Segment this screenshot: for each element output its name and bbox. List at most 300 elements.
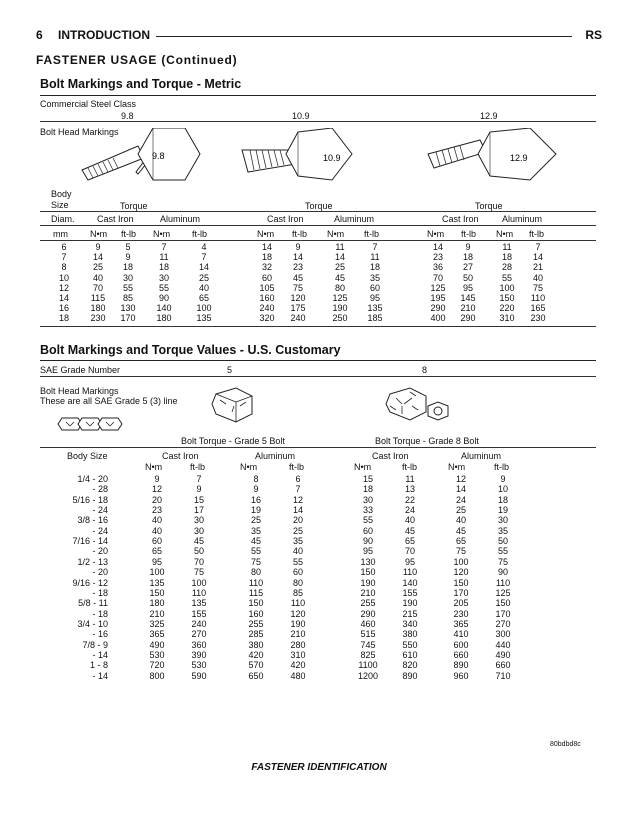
us-grade8-value-cell: 515 xyxy=(360,629,376,640)
metric-nm-6: N•m xyxy=(496,229,514,239)
us-grade5-value-cell: 530 xyxy=(149,649,165,660)
us-grade8-value-cell: 14 xyxy=(455,484,466,495)
us-grade8-value-cell: 210 xyxy=(360,587,376,598)
us-grade5-value-cell: 30 xyxy=(193,515,204,526)
us-cast-iron-label-2: Cast Iron xyxy=(372,451,409,461)
us-grade8-value-cell: 9 xyxy=(500,474,506,484)
us-grade5-value-cell: 55 xyxy=(292,556,303,567)
metric-value-cell: 21 xyxy=(532,262,543,273)
us-grade5-value-cell: 95 xyxy=(151,556,162,567)
metric-size-cell: 12 xyxy=(58,282,69,293)
metric-value-cell: 80 xyxy=(334,282,345,293)
metric-value-cell: 23 xyxy=(292,262,303,273)
us-size-cell: - 16 xyxy=(92,629,108,640)
metric-bottom-rule xyxy=(40,326,596,327)
us-grade8-value-cell: 460 xyxy=(360,618,376,629)
grade8-bolt-head-icon xyxy=(386,388,448,420)
us-grade5-value-cell: 650 xyxy=(248,670,264,681)
us-grade8-value-cell: 65 xyxy=(455,536,466,547)
us-grade5-value-cell: 155 xyxy=(191,608,207,619)
us-body-size-label: Body Size xyxy=(67,451,108,461)
us-grade5-value-cell: 8 xyxy=(253,474,259,484)
us-grade8-value-cell: 340 xyxy=(402,618,418,629)
bolt-12-9-head-text: 12.9 xyxy=(510,153,528,163)
us-sae-label: SAE Grade Number xyxy=(40,365,121,375)
us-grade5-value-cell: 115 xyxy=(248,587,264,598)
metric-value-cell: 14 xyxy=(261,242,272,252)
metric-size-cell: 7 xyxy=(61,252,67,263)
us-grade5-value-cell: 70 xyxy=(193,556,204,567)
us-grade5-value-cell: 9 xyxy=(196,484,202,495)
metric-aluminum-label-3: Aluminum xyxy=(502,214,543,224)
metric-value-cell: 35 xyxy=(369,272,380,283)
us-grade8-value-cell: 1200 xyxy=(357,670,379,681)
us-grade5-header: Bolt Torque - Grade 5 Bolt xyxy=(181,436,285,446)
us-grade8-value-cell: 550 xyxy=(402,639,418,650)
metric-value-cell: 145 xyxy=(460,293,476,303)
us-grade5-value-cell: 80 xyxy=(292,577,303,588)
metric-mm-label: mm xyxy=(53,229,68,239)
metric-value-cell: 18 xyxy=(122,262,133,273)
metric-value-cell: 50 xyxy=(462,272,473,283)
us-grade8-value-cell: 490 xyxy=(495,649,511,660)
metric-size-cell: 8 xyxy=(61,262,67,273)
metric-value-cell: 70 xyxy=(432,272,443,283)
us-grade5-value-cell: 120 xyxy=(290,608,306,619)
metric-head-markings-label: Bolt Head Markings xyxy=(40,127,119,137)
us-grade5-value-cell: 75 xyxy=(250,556,261,567)
metric-size-cell: 14 xyxy=(58,293,69,303)
us-grade8-value-cell: 30 xyxy=(497,515,508,526)
us-grade5-value-cell: 270 xyxy=(191,629,207,640)
us-grade8-value-cell: 960 xyxy=(453,670,469,681)
us-grade5-value-cell: 60 xyxy=(151,536,162,547)
metric-value-cell: 28 xyxy=(501,262,512,273)
metric-value-cell: 95 xyxy=(369,293,380,303)
us-grade5-value-cell: 110 xyxy=(290,598,306,609)
us-grade8-value-cell: 125 xyxy=(495,587,511,598)
us-size-cell: 1/2 - 13 xyxy=(77,556,108,567)
us-grade5-value-cell: 490 xyxy=(149,639,165,650)
us-grade5-value-cell: 285 xyxy=(248,629,264,640)
us-grade8-value-cell: 610 xyxy=(402,649,418,660)
us-grade8-value-cell: 150 xyxy=(453,577,469,588)
metric-value-cell: 45 xyxy=(292,272,303,283)
metric-value-cell: 30 xyxy=(158,272,169,283)
us-size-cell: 9/16 - 12 xyxy=(72,577,108,588)
metric-value-cell: 9 xyxy=(95,242,101,252)
us-grade8-value-cell: 18 xyxy=(497,494,508,505)
us-grade8-value-cell: 70 xyxy=(404,546,415,557)
us-grade8-value-cell: 75 xyxy=(455,546,466,557)
us-grade8-value-cell: 140 xyxy=(402,577,418,588)
us-grade8-value-cell: 19 xyxy=(497,505,508,516)
us-grade5-value-cell: 35 xyxy=(292,536,303,547)
metric-value-cell: 11 xyxy=(159,252,169,263)
us-grade5-value-cell: 35 xyxy=(250,525,261,536)
us-grade5-value-cell: 40 xyxy=(151,525,162,536)
metric-class-10-9: 10.9 xyxy=(292,111,310,121)
us-grade5-value-cell: 9 xyxy=(253,484,259,495)
us-grade8-value-cell: 13 xyxy=(404,484,415,495)
metric-value-cell: 40 xyxy=(198,282,209,293)
us-size-cell: - 18 xyxy=(92,587,108,598)
us-grade8-value-cell: 365 xyxy=(453,618,469,629)
metric-value-cell: 70 xyxy=(92,282,103,293)
us-grade5-value-cell: 9 xyxy=(154,474,160,484)
metric-size-cell: 6 xyxy=(61,242,67,252)
metric-value-cell: 175 xyxy=(290,303,306,314)
us-grade5-value-cell: 20 xyxy=(151,494,162,505)
bolt-9-8-icon xyxy=(82,128,200,180)
us-ftlb-4: ft-lb xyxy=(494,462,510,472)
metric-torque-12-9-label: Torque xyxy=(475,201,503,211)
us-grade8-value-cell: 75 xyxy=(497,556,508,567)
us-grade5-value-cell: 40 xyxy=(292,546,303,557)
us-grade8-value-cell: 660 xyxy=(453,649,469,660)
metric-value-cell: 14 xyxy=(334,252,345,263)
us-grade5-value-cell: 310 xyxy=(290,649,306,660)
metric-header-rule-3 xyxy=(40,240,596,241)
us-grade8-value-cell: 825 xyxy=(360,649,376,660)
us-size-cell: 3/8 - 16 xyxy=(77,515,108,526)
metric-nm-2: N•m xyxy=(153,229,171,239)
us-grade5-value-cell: 60 xyxy=(292,567,303,578)
us-head-markings-label: Bolt Head Markings xyxy=(40,386,119,396)
metric-value-cell: 320 xyxy=(259,313,275,324)
us-grade5-value-cell: 190 xyxy=(290,618,306,629)
metric-value-cell: 160 xyxy=(259,293,275,303)
us-grade5-value-cell: 40 xyxy=(151,515,162,526)
metric-value-cell: 100 xyxy=(499,282,515,293)
us-grade8-value-cell: 24 xyxy=(404,505,415,516)
metric-value-cell: 115 xyxy=(90,293,106,303)
us-grade8-value-cell: 255 xyxy=(360,598,376,609)
bolt-9-8-head-text: 9.8 xyxy=(152,151,165,161)
us-grade5-value-cell: 420 xyxy=(290,660,306,671)
us-grade5-value-cell: 360 xyxy=(191,639,207,650)
metric-value-cell: 4 xyxy=(201,242,207,252)
metric-value-cell: 14 xyxy=(532,252,543,263)
metric-value-cell: 310 xyxy=(499,313,515,324)
us-grade8-value-cell: 890 xyxy=(453,660,469,671)
us-grade5-value-cell: 65 xyxy=(151,546,162,557)
us-grade-8: 8 xyxy=(422,365,428,375)
metric-value-cell: 18 xyxy=(501,252,512,263)
us-grade5-value-cell: 25 xyxy=(292,525,303,536)
us-grade-5: 5 xyxy=(227,365,233,375)
us-torque-table xyxy=(0,474,638,684)
metric-value-cell: 9 xyxy=(125,252,131,263)
us-grade5-value-cell: 800 xyxy=(149,670,165,681)
metric-torque-table xyxy=(0,242,638,328)
metric-aluminum-label-1: Aluminum xyxy=(160,214,201,224)
us-size-cell: - 14 xyxy=(92,670,108,681)
us-grade8-value-cell: 24 xyxy=(455,494,466,505)
us-grade5-value-cell: 17 xyxy=(193,505,204,516)
metric-value-cell: 290 xyxy=(460,313,476,324)
us-grade5-value-cell: 30 xyxy=(193,525,204,536)
us-grade8-value-cell: 25 xyxy=(455,505,466,516)
us-size-cell: 1 - 8 xyxy=(89,660,108,671)
us-grade8-value-cell: 50 xyxy=(497,536,508,547)
metric-value-cell: 125 xyxy=(430,282,446,293)
us-size-cell: 5/8 - 11 xyxy=(78,598,108,609)
us-grade5-value-cell: 45 xyxy=(193,536,204,547)
us-grade8-value-cell: 745 xyxy=(360,639,376,650)
us-grade5-value-cell: 530 xyxy=(191,660,207,671)
metric-value-cell: 32 xyxy=(261,262,272,273)
us-grade8-value-cell: 100 xyxy=(453,556,469,567)
us-title-rule xyxy=(40,360,596,361)
section-title: INTRODUCTION xyxy=(58,28,150,42)
us-grade5-value-cell: 365 xyxy=(149,629,165,640)
metric-ftlb-5: ft-lb xyxy=(461,229,477,239)
metric-value-cell: 95 xyxy=(462,282,473,293)
metric-value-cell: 85 xyxy=(122,293,133,303)
metric-value-cell: 11 xyxy=(335,242,345,252)
us-grade8-value-cell: 60 xyxy=(362,525,373,536)
us-cast-iron-label-1: Cast Iron xyxy=(162,451,199,461)
us-grade8-value-cell: 600 xyxy=(453,639,469,650)
us-grade8-value-cell: 300 xyxy=(495,629,511,640)
metric-value-cell: 150 xyxy=(499,293,515,303)
us-size-cell: - 28 xyxy=(92,484,108,495)
metric-value-cell: 7 xyxy=(161,242,167,252)
metric-value-cell: 7 xyxy=(535,242,541,252)
metric-value-cell: 25 xyxy=(334,262,345,273)
page-number: 6 xyxy=(36,28,43,42)
metric-value-cell: 14 xyxy=(92,252,103,263)
us-grade8-value-cell: 12 xyxy=(455,474,466,484)
metric-value-cell: 11 xyxy=(370,252,380,263)
us-grade5-value-cell: 390 xyxy=(191,649,207,660)
grade5-small-bolt-icons xyxy=(58,418,122,430)
metric-value-cell: 180 xyxy=(156,313,172,324)
us-grade5-value-cell: 55 xyxy=(250,546,261,557)
metric-value-cell: 36 xyxy=(432,262,443,273)
us-grade5-value-cell: 590 xyxy=(191,670,207,681)
us-grade5-value-cell: 180 xyxy=(149,598,165,609)
us-grade8-value-cell: 170 xyxy=(453,587,469,598)
metric-value-cell: 240 xyxy=(290,313,306,324)
us-grade5-value-cell: 12 xyxy=(292,494,303,505)
us-grade5-value-cell: 420 xyxy=(248,649,264,660)
us-grade5-value-cell: 210 xyxy=(290,629,306,640)
us-grade5-value-cell: 135 xyxy=(149,577,165,588)
metric-value-cell: 130 xyxy=(120,303,136,314)
us-size-cell: 7/8 - 9 xyxy=(82,639,108,650)
us-header-rule xyxy=(40,447,596,448)
us-grade5-value-cell: 110 xyxy=(248,577,264,588)
us-grade5-value-cell: 7 xyxy=(295,484,301,495)
us-grade8-value-cell: 215 xyxy=(402,608,418,619)
us-grade5-value-cell: 50 xyxy=(193,546,204,557)
metric-value-cell: 185 xyxy=(367,313,383,324)
us-grade8-value-cell: 30 xyxy=(362,494,373,505)
us-ftlb-3: ft-lb xyxy=(402,462,418,472)
us-grade8-value-cell: 130 xyxy=(360,556,376,567)
us-grade8-value-cell: 110 xyxy=(495,577,511,588)
metric-cast-iron-label-2: Cast Iron xyxy=(267,214,304,224)
metric-class-12-9: 12.9 xyxy=(480,111,498,121)
us-grade5-value-cell: 720 xyxy=(149,660,165,671)
metric-value-cell: 180 xyxy=(90,303,106,314)
metric-ftlb-6: ft-lb xyxy=(529,229,545,239)
us-grade5-value-cell: 23 xyxy=(151,505,162,516)
us-size-cell: 1/4 - 20 xyxy=(77,474,108,484)
metric-title: Bolt Markings and Torque - Metric xyxy=(40,77,242,91)
metric-value-cell: 25 xyxy=(198,272,209,283)
grade5-bolt-head-icon xyxy=(212,388,252,422)
metric-value-cell: 60 xyxy=(261,272,272,283)
header-rule xyxy=(156,36,572,37)
metric-title-rule xyxy=(40,95,596,96)
us-size-cell: - 20 xyxy=(92,546,108,557)
metric-value-cell: 90 xyxy=(158,293,169,303)
metric-value-cell: 250 xyxy=(332,313,348,324)
us-grade8-value-cell: 55 xyxy=(497,546,508,557)
us-grade8-value-cell: 230 xyxy=(453,608,469,619)
page-header xyxy=(36,28,602,44)
us-ftlb-2: ft-lb xyxy=(289,462,305,472)
metric-nm-4: N•m xyxy=(327,229,345,239)
us-nm-1: N•m xyxy=(145,462,163,472)
us-grade8-value-cell: 120 xyxy=(453,567,469,578)
metric-ftlb-4: ft-lb xyxy=(364,229,380,239)
metric-value-cell: 190 xyxy=(332,303,348,314)
metric-value-cell: 55 xyxy=(122,282,133,293)
metric-value-cell: 25 xyxy=(92,262,103,273)
metric-value-cell: 290 xyxy=(430,303,446,314)
metric-cast-iron-label-1: Cast Iron xyxy=(97,214,134,224)
metric-value-cell: 40 xyxy=(92,272,103,283)
us-grade5-value-cell: 480 xyxy=(290,670,306,681)
metric-value-cell: 120 xyxy=(290,293,306,303)
us-nm-2: N•m xyxy=(240,462,258,472)
us-grade5-value-cell: 16 xyxy=(250,494,261,505)
us-grade8-value-cell: 190 xyxy=(402,598,418,609)
metric-value-cell: 9 xyxy=(295,242,301,252)
metric-class-9-8: 9.8 xyxy=(121,111,134,121)
us-grade8-value-cell: 890 xyxy=(402,670,418,681)
metric-value-cell: 7 xyxy=(201,252,207,263)
us-grade5-value-cell: 12 xyxy=(151,484,162,495)
metric-value-cell: 125 xyxy=(332,293,348,303)
metric-value-cell: 100 xyxy=(196,303,212,314)
metric-torque-10-9-label: Torque xyxy=(305,201,333,211)
us-size-cell: - 24 xyxy=(92,525,108,536)
metric-class-label: Commercial Steel Class xyxy=(40,99,137,109)
us-grade8-value-cell: 95 xyxy=(362,546,373,557)
us-grade5-value-cell: 45 xyxy=(250,536,261,547)
us-grade8-value-cell: 95 xyxy=(404,556,415,567)
metric-value-cell: 30 xyxy=(122,272,133,283)
metric-value-cell: 110 xyxy=(530,293,546,303)
us-size-cell: 7/16 - 14 xyxy=(72,536,108,547)
metric-nm-1: N•m xyxy=(90,229,108,239)
us-grade8-value-cell: 190 xyxy=(360,577,376,588)
us-grade5-value-cell: 85 xyxy=(292,587,303,598)
us-grade8-value-cell: 110 xyxy=(402,567,418,578)
us-grade5-value-cell: 210 xyxy=(149,608,165,619)
metric-value-cell: 14 xyxy=(432,242,443,252)
metric-value-cell: 195 xyxy=(430,293,446,303)
metric-diam-label: Diam. xyxy=(51,214,75,224)
us-nm-4: N•m xyxy=(448,462,466,472)
us-grade5-value-cell: 15 xyxy=(193,494,204,505)
us-grade8-value-cell: 15 xyxy=(362,474,373,484)
us-grade5-value-cell: 160 xyxy=(248,608,264,619)
us-grade5-value-cell: 7 xyxy=(196,474,202,484)
us-grade5-value-cell: 325 xyxy=(149,618,165,629)
us-grade5-value-cell: 240 xyxy=(191,618,207,629)
us-grade5-value-cell: 570 xyxy=(248,660,264,671)
us-grade8-value-cell: 65 xyxy=(404,536,415,547)
us-grade5-value-cell: 14 xyxy=(292,505,303,516)
us-size-cell: - 24 xyxy=(92,505,108,516)
us-size-cell: - 20 xyxy=(92,567,108,578)
us-aluminum-label-2: Aluminum xyxy=(461,451,502,461)
us-grade8-value-cell: 18 xyxy=(362,484,373,495)
metric-value-cell: 18 xyxy=(462,252,473,263)
us-grade8-value-cell: 150 xyxy=(360,567,376,578)
us-grade8-value-cell: 710 xyxy=(495,670,511,681)
metric-value-cell: 18 xyxy=(369,262,380,273)
metric-bolt-illustrations xyxy=(60,128,620,186)
us-bolt-illustrations xyxy=(40,384,480,436)
metric-value-cell: 55 xyxy=(158,282,169,293)
metric-size-cell: 18 xyxy=(58,313,69,324)
metric-ftlb-2: ft-lb xyxy=(192,229,208,239)
metric-class-rule xyxy=(40,121,596,122)
metric-value-cell: 55 xyxy=(501,272,512,283)
us-grade8-value-cell: 10 xyxy=(497,484,508,495)
us-grade8-value-cell: 270 xyxy=(495,618,511,629)
metric-value-cell: 7 xyxy=(372,242,378,252)
us-grade5-value-cell: 150 xyxy=(149,587,165,598)
us-size-cell: 5/16 - 18 xyxy=(72,494,108,505)
us-grade5-value-cell: 100 xyxy=(191,577,207,588)
us-grade5-value-cell: 80 xyxy=(250,567,261,578)
metric-value-cell: 210 xyxy=(460,303,476,314)
metric-value-cell: 400 xyxy=(430,313,446,324)
metric-value-cell: 9 xyxy=(465,242,471,252)
metric-body-size-label: Body Size xyxy=(51,189,72,210)
us-grade8-value-cell: 55 xyxy=(362,515,373,526)
metric-value-cell: 240 xyxy=(259,303,275,314)
metric-size-cell: 16 xyxy=(58,303,69,314)
us-grade8-value-cell: 380 xyxy=(402,629,418,640)
us-grade8-header: Bolt Torque - Grade 8 Bolt xyxy=(375,436,479,446)
metric-value-cell: 14 xyxy=(292,252,303,263)
metric-aluminum-label-2: Aluminum xyxy=(334,214,375,224)
us-size-cell: - 18 xyxy=(92,608,108,619)
us-ftlb-1: ft-lb xyxy=(190,462,206,472)
metric-header-rule-2 xyxy=(40,225,596,226)
metric-value-cell: 27 xyxy=(462,262,473,273)
metric-value-cell: 230 xyxy=(530,313,546,324)
us-grade5-value-cell: 280 xyxy=(290,639,306,650)
metric-value-cell: 5 xyxy=(125,242,131,252)
metric-value-cell: 75 xyxy=(532,282,543,293)
us-size-cell: - 14 xyxy=(92,649,108,660)
metric-value-cell: 40 xyxy=(532,272,543,283)
metric-value-cell: 11 xyxy=(502,242,512,252)
us-grade8-value-cell: 40 xyxy=(455,515,466,526)
us-grade8-value-cell: 45 xyxy=(404,525,415,536)
metric-value-cell: 14 xyxy=(198,262,209,273)
